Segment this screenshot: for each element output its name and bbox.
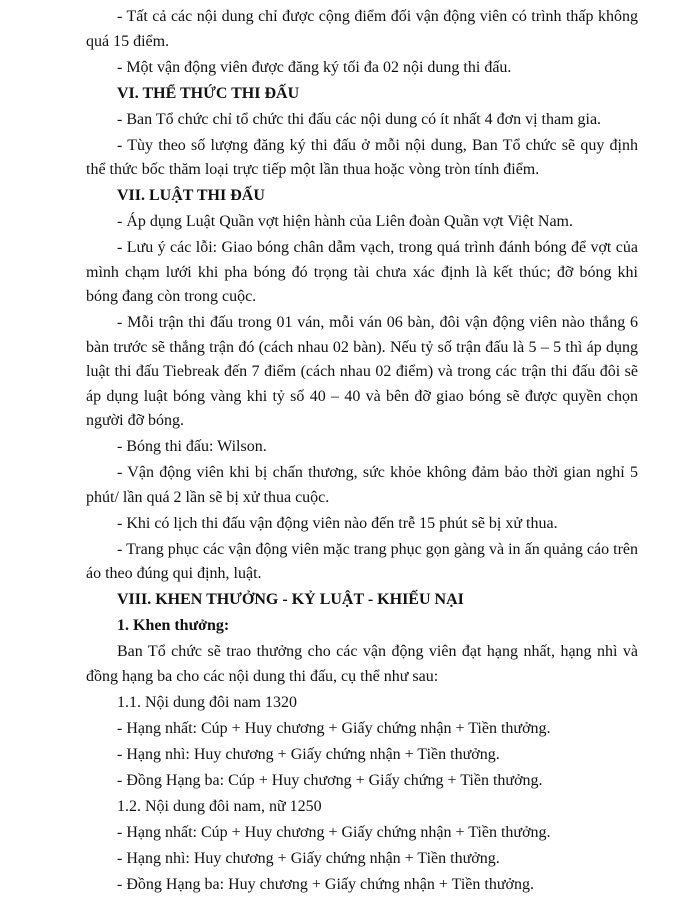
list-item: - Đồng Hạng ba: Huy chương + Giấy chứng nhận + Tiền thưởng. (86, 873, 638, 897)
paragraph-faults: - Lưu ý các lỗi: Giao bóng chân dẫm vạch, trong quá trình đánh bóng để vợt của mình chạm lưới khi pha bóng đó trọng tài chưa xác định là kết thúc; đỡ bóng khi bóng đang còn trong cuộc. (86, 236, 638, 310)
list-item: - Đồng Hạng ba: Cúp + Huy chương + Giấy chứng + Tiền thưởng. (86, 769, 638, 794)
list-item: - Hạng nhì: Huy chương + Giấy chứng nhận + Tiền thưởng. (86, 847, 638, 872)
paragraph-attire: - Trang phục các vận động viên mặc trang phục gọn gàng và in ấn quảng cáo trên áo theo đúng qui định, luật. (86, 538, 638, 587)
paragraph-injury: - Vận động viên khi bị chấn thương, sức khỏe không đảm bảo thời gian nghỉ 5 phút/ lần quá 2 lần sẽ bị xử thua cuộc. (86, 461, 638, 510)
paragraph-max-events: - Một vận động viên được đăng ký tối đa 02 nội dung thi đấu. (86, 56, 638, 81)
list-item: - Hạng nhất: Cúp + Huy chương + Giấy chứng nhận + Tiền thưởng. (86, 717, 638, 742)
group-title-men-doubles: 1.1. Nội dung đôi nam 1320 (86, 691, 638, 716)
paragraph-draw-format: - Tùy theo số lượng đăng ký thi đấu ở mỗi nội dung, Ban Tổ chức sẽ quy định thể thức bốc thăm loại trực tiếp một lần thua hoặc vòng tròn tính điểm. (86, 134, 638, 183)
group-title-mixed-doubles: 1.2. Nội dung đôi nam, nữ 1250 (86, 795, 638, 820)
paragraph-min-units: - Ban Tổ chức chỉ tổ chức thi đấu các nội dung có ít nhất 4 đơn vị tham gia. (86, 108, 638, 133)
list-item: - Hạng nhất: Cúp + Huy chương + Giấy chứng nhận + Tiền thưởng. (86, 821, 638, 846)
paragraph-apply-law: - Áp dụng Luật Quần vợt hiện hành của Liên đoàn Quần vợt Việt Nam. (86, 210, 638, 235)
paragraph-score-limit: - Tất cả các nội dung chỉ được cộng điểm đối vận động viên có trình thấp không quá 15 điểm. (86, 5, 638, 54)
list-item: - Hạng nhì: Huy chương + Giấy chứng nhận + Tiền thưởng. (86, 743, 638, 768)
subsection-heading-rewards: 1. Khen thưởng: (86, 614, 638, 639)
paragraph-match-format: - Mỗi trận thi đấu trong 01 ván, mỗi ván 06 bàn, đôi vận động viên nào thắng 6 bàn trước sẽ thắng trận đó (cách nhau 02 bàn). Nếu tỷ số trận đấu là 5 – 5 thì áp dụng luật thi đấu Tiebreak đến 7 điểm (cách nhau 02 điểm) và trong các trận thi đấu đôi sẽ áp dụng luật bóng vàng khi tỷ số 40 – 40 và bên đỡ giao bóng sẽ được quyền chọn người đỡ bóng. (86, 311, 638, 434)
section-heading-format: VI. THỂ THỨC THI ĐẤU (86, 82, 638, 107)
paragraph-awards-intro: Ban Tổ chức sẽ trao thưởng cho các vận động viên đạt hạng nhất, hạng nhì và đồng hạng ba cho các nội dung thi đấu, cụ thể như sau: (86, 640, 638, 689)
section-heading-rules: VII. LUẬT THI ĐẤU (86, 184, 638, 209)
paragraph-late: - Khi có lịch thi đấu vận động viên nào đến trễ 15 phút sẽ bị xử thua. (86, 512, 638, 537)
section-heading-awards: VIII. KHEN THƯỞNG - KỶ LUẬT - KHIẾU NẠI (86, 588, 638, 613)
paragraph-ball: - Bóng thi đấu: Wilson. (86, 435, 638, 460)
